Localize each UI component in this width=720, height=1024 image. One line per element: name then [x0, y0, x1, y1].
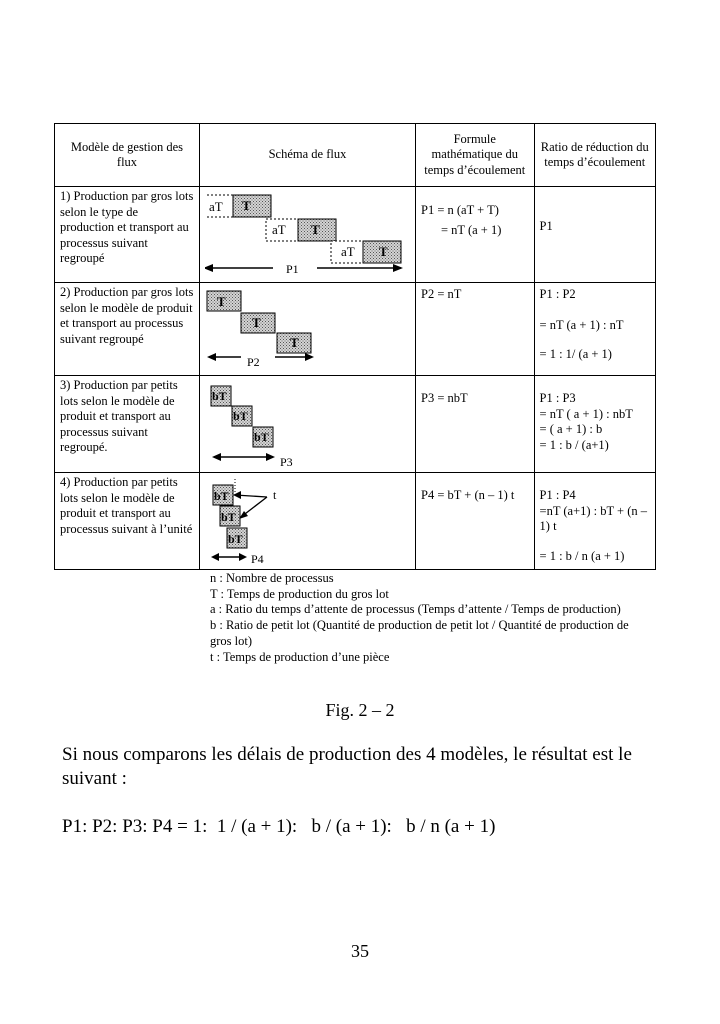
box-label: T [379, 244, 388, 259]
ratio-cell [534, 473, 655, 570]
flow-diagram-4 [205, 475, 410, 567]
flow-diagram-3 [205, 378, 410, 470]
figure-caption: Fig. 2 – 2 [325, 700, 395, 720]
formula-cell [416, 187, 535, 283]
ratio-line: =nT (a+1) : bT + (n – 1) t [539, 503, 648, 533]
box-label: bT [233, 409, 248, 423]
ratio-line: = 1 : b / n (a + 1) [539, 548, 625, 563]
box-label: bT [254, 430, 269, 444]
span-label: P2 [247, 355, 260, 369]
formula-cell [416, 283, 535, 376]
flow-schema-1 [200, 187, 416, 283]
formula-line: P1 = n (aT + T) [421, 203, 499, 217]
page-number: 35 [351, 941, 369, 961]
ratio-cell [534, 376, 655, 473]
box-label: T [242, 198, 251, 213]
span-label: P3 [280, 455, 293, 469]
box-label: aT [341, 244, 355, 259]
formula-line: P3 = nbT [421, 391, 468, 405]
ratio-line: P1 : P4 [539, 488, 576, 502]
legend [210, 571, 630, 665]
flow-table [54, 123, 656, 570]
header-formula: Formule mathématique du temps d’écoulement [416, 124, 535, 187]
box-label: T [252, 315, 261, 330]
flow-diagram-2 [205, 285, 410, 373]
formula-cell [416, 473, 535, 570]
formula-line: P4 = bT + (n – 1) t [421, 488, 515, 502]
box-label: aT [272, 222, 286, 237]
box-label: T [290, 335, 299, 350]
model-cell: 2) Production par gros lots selon le modèle de produit et transport au processus suivant regroupé [55, 283, 200, 376]
box-label: aT [209, 199, 223, 214]
box-label: bT [212, 389, 227, 403]
legend-item: T : Temps de production du gros lot [210, 586, 389, 601]
header-schema: Schéma de flux [200, 124, 416, 187]
ratio-line: = 1 : b / (a+1) [539, 437, 609, 452]
ratio-line: = ( a + 1) : b [539, 422, 603, 436]
ratio-line: = nT ( a + 1) : nbT [539, 406, 633, 421]
ratio-line: P1 : P2 [539, 287, 576, 301]
body-paragraph: Si nous comparons les délais de production des 4 modèles, le résultat est le suivant : [62, 744, 632, 789]
table-row [55, 473, 656, 570]
legend-item: t : Temps de production d’une pièce [210, 649, 390, 664]
table-row [55, 187, 656, 283]
table-header-row [55, 124, 656, 187]
ratio-line: = nT (a + 1) : nT [539, 317, 624, 332]
box-label: T [311, 222, 320, 237]
ratio-cell [534, 283, 655, 376]
header-model: Modèle de gestion des flux [55, 124, 200, 187]
formula-line: P2 = nT [421, 287, 462, 301]
ratio-line: P1 : P3 [539, 391, 576, 405]
ratio-line: P1 [539, 219, 553, 233]
production-box [233, 195, 271, 217]
legend-item: b : Ratio de petit lot (Quantité de production de petit lot / Quantité de production de gros lot) [210, 618, 629, 648]
header-ratio: Ratio de réduction du temps d’écoulement [534, 124, 655, 187]
box-label: bT [221, 510, 236, 524]
ratio-line: = 1 : 1/ (a + 1) [539, 347, 612, 361]
ratio-cell [534, 187, 655, 283]
formula-cell [416, 376, 535, 473]
flow-schema-4 [200, 473, 416, 570]
table-row [55, 283, 656, 376]
model-cell: 4) Production par petits lots selon le modèle de produit et transport au processus suivant à l’unité [55, 473, 200, 570]
model-cell: 1) Production par gros lots selon le type de production et transport au processus suivant regroupé [55, 187, 200, 283]
flow-diagram-1 [205, 189, 410, 280]
t-label: t [273, 488, 277, 502]
box-label: T [217, 294, 226, 309]
box-label: bT [228, 532, 243, 546]
span-label: P1 [286, 262, 299, 276]
ratio-formula: P1: P2: P3: P4 = 1: 1 / (a + 1): b / (a + 1): b / n (a + 1) [62, 816, 496, 837]
formula-line: = nT (a + 1) [441, 222, 502, 237]
table-row [55, 376, 656, 473]
flow-schema-2 [200, 283, 416, 376]
flow-schema-3 [200, 376, 416, 473]
legend-item: n : Nombre de processus [210, 571, 334, 585]
model-cell: 3) Production par petits lots selon le modèle de produit et transport au processus suivant regroupé. [55, 376, 200, 473]
box-label: bT [214, 489, 229, 503]
span-label: P4 [251, 552, 264, 566]
legend-item: a : Ratio du temps d’attente de processus (Temps d’attente / Temps de production) [210, 602, 621, 617]
